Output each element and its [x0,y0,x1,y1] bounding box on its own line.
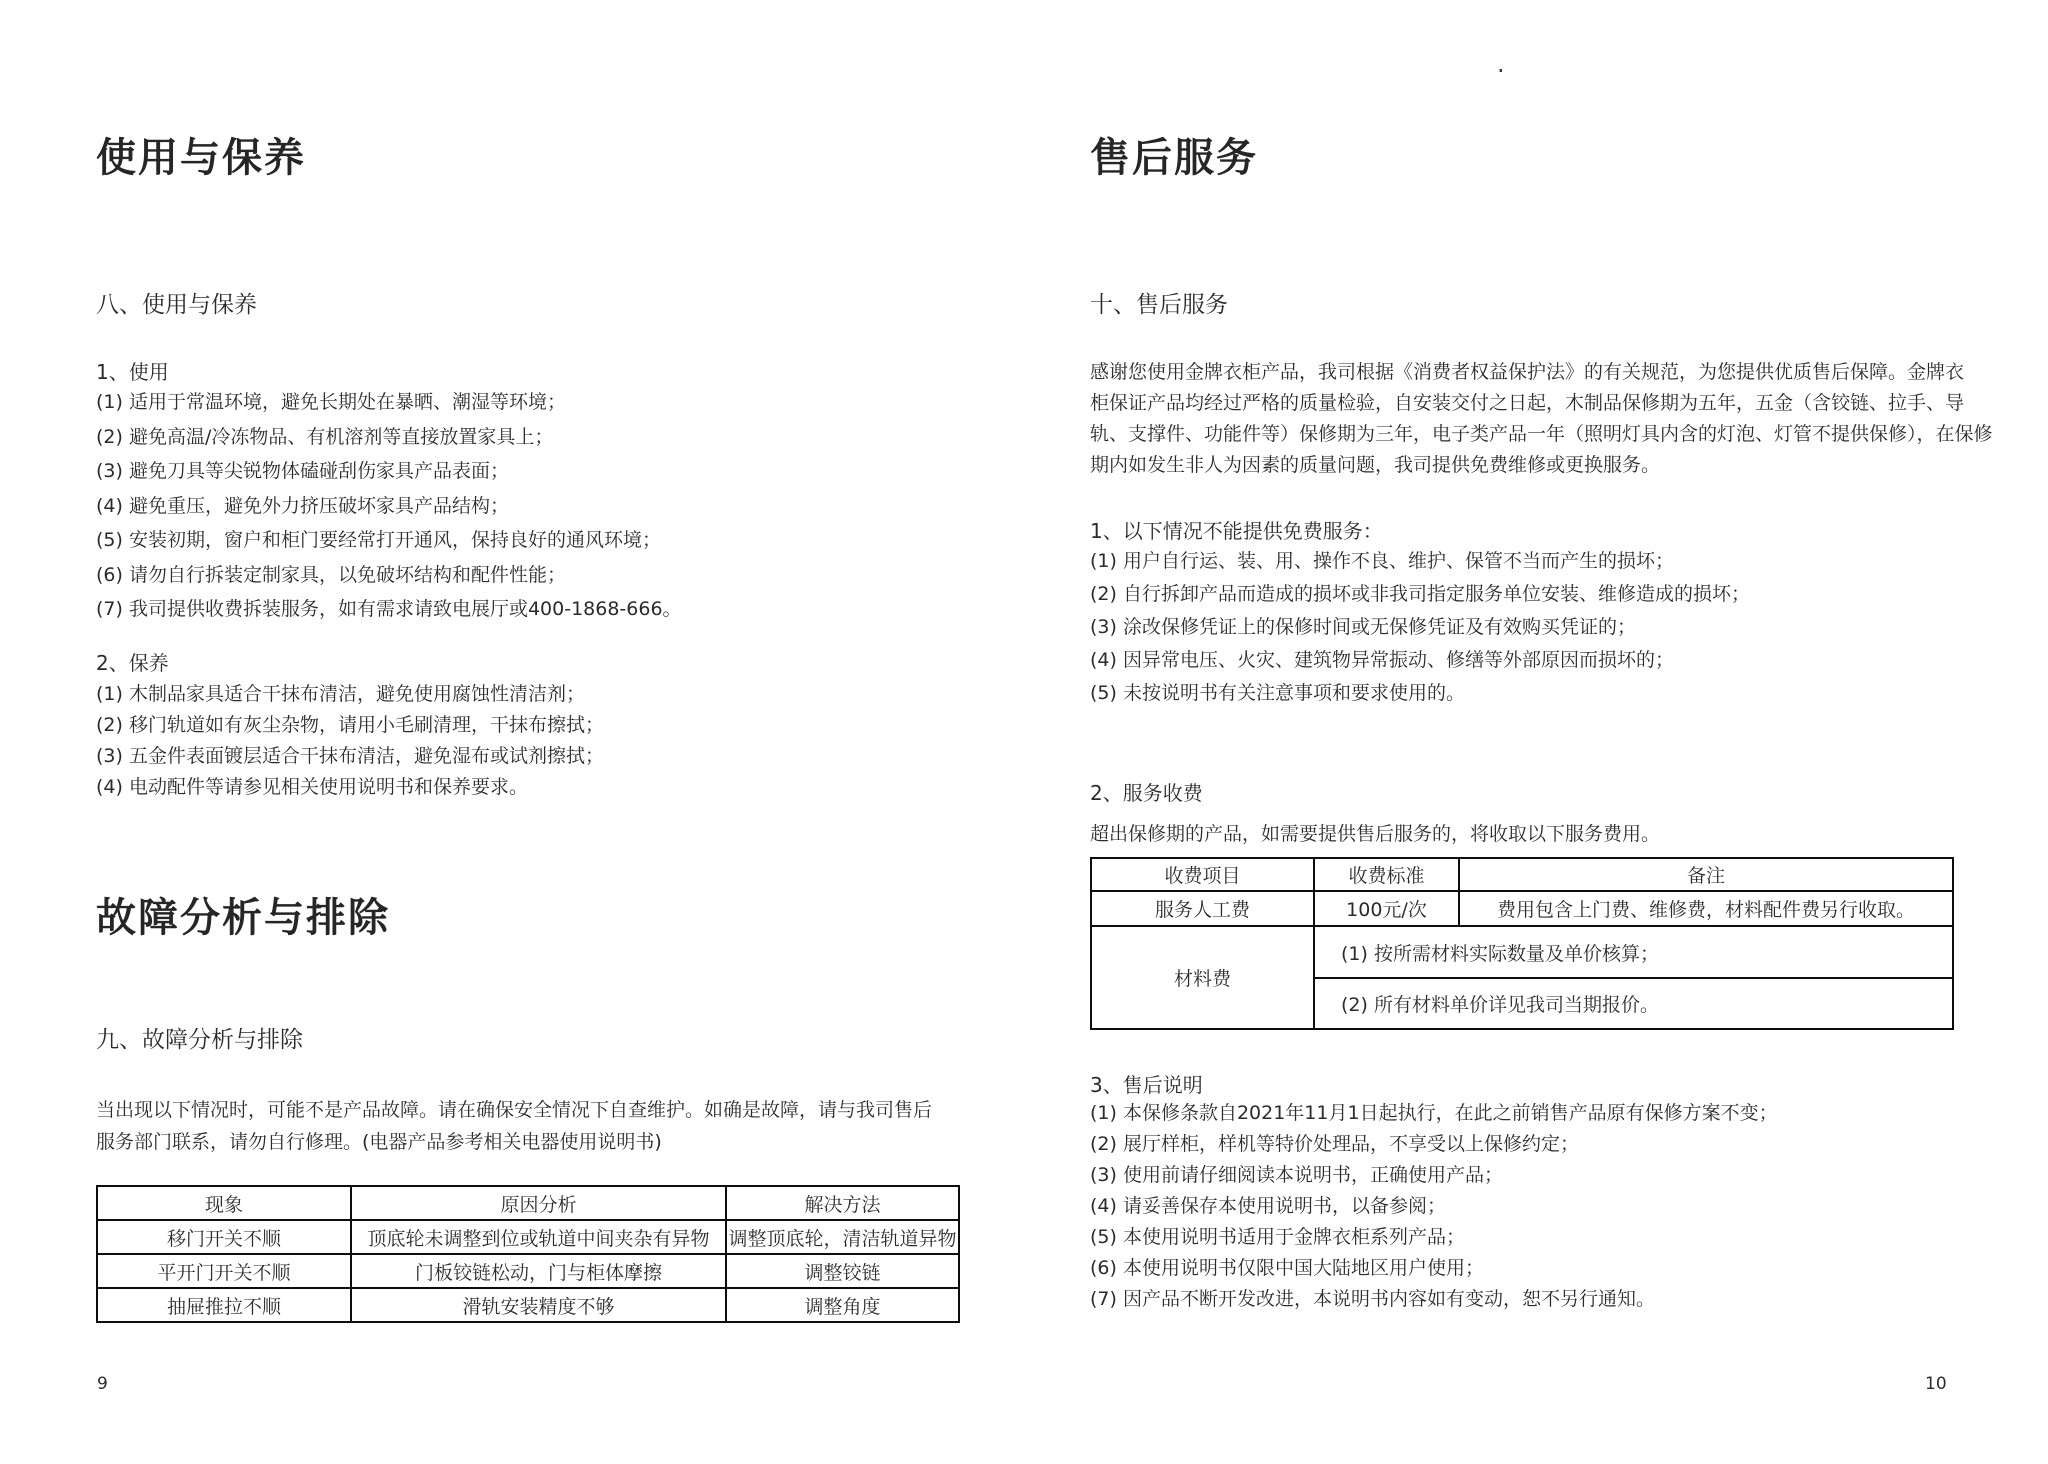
table-cell: 调整铰链 [726,1254,959,1288]
table-row [1091,891,1953,926]
table-cell: 门板铰链松动，门与柜体摩擦 [351,1254,726,1288]
stray-dot-mark: . [1497,50,1505,78]
table-row [1091,926,1953,978]
manual-page-left [96,0,958,1464]
list-item: (7) 因产品不断开发改进，本说明书内容如有变动，恕不另行通知。 [1090,1288,1655,1310]
column-header: 备注 [1459,858,1953,891]
paragraph-line: 超出保修期的产品，如需要提供售后服务的，将收取以下服务费用。 [1090,823,1661,845]
list-item: (7) 我司提供收费拆装服务，如有需求请致电展厅或400-1868-666。 [96,598,682,620]
list-item: (6) 本使用说明书仅限中国大陆地区用户使用； [1090,1257,1484,1279]
service-fee-note [1090,819,1952,850]
page-number-right: 10 [1925,1374,1947,1394]
list-item: (4) 请妥善保存本使用说明书，以备参阅； [1090,1195,1446,1217]
column-header: 收费项目 [1091,858,1314,891]
paragraph-line: 期内如发生非人为因素的质量问题，我司提供免费维修或更换服务。 [1090,454,1661,476]
table-cell: (1) 按所需材料实际数量及单价核算； [1314,926,1953,978]
list-item: (2) 移门轨道如有灰尘杂物，请用小毛刷清理，干抹布擦拭； [96,714,604,736]
list-item: (1) 本保修条款自2021年11月1日起执行，在此之前销售产品原有保修方案不变； [1090,1102,1778,1124]
page-number-left: 9 [97,1374,108,1394]
fault-table [96,1185,960,1323]
paragraph-line: 轨、支撑件、功能件等）保修期为三年，电子类产品一年（照明灯具内含的灯泡、灯管不提供保修），在保修 [1090,423,1993,445]
manual-page-right [1090,0,1993,1464]
subsection-after-sale-notes-title: 3、售后说明 [1090,1073,1203,1097]
table-cell: 100元/次 [1314,891,1459,926]
table-cell: 移门开关不顺 [97,1220,351,1254]
list-item: (3) 使用前请仔细阅读本说明书，正确使用产品； [1090,1164,1503,1186]
list-item: (5) 未按说明书有关注意事项和要求使用的。 [1090,682,1465,704]
list-item: (3) 五金件表面镀层适合干抹布清洁，避免湿布或试剂擦拭； [96,745,604,767]
section-heading-9: 九、故障分析与排除 [96,1027,303,1053]
paragraph-line: 服务部门联系，请勿自行修理。(电器产品参考相关电器使用说明书) [96,1131,662,1153]
table-cell: 滑轨安装精度不够 [351,1288,726,1322]
table-row [97,1254,959,1288]
section-heading-10: 十、售后服务 [1090,292,1228,318]
table-cell: (2) 所有材料单价详见我司当期报价。 [1314,978,1953,1029]
table-header-row [97,1186,959,1220]
table-cell: 平开门开关不顺 [97,1254,351,1288]
table-cell: 调整角度 [726,1288,959,1322]
table-cell: 服务人工费 [1091,891,1314,926]
list-item: (5) 本使用说明书适用于金牌衣柜系列产品； [1090,1226,1465,1248]
subsection-use-title: 1、使用 [96,360,169,384]
subsection-care-title: 2、保养 [96,651,169,675]
table-row [97,1288,959,1322]
page-title-use-care: 使用与保养 [96,135,306,181]
after-sales-intro-paragraph [1090,357,1993,481]
table-cell: 调整顶底轮，清洁轨道异物 [726,1220,959,1254]
table-header-row [1091,858,1953,891]
table-cell: 费用包含上门费、维修费，材料配件费另行收取。 [1459,891,1953,926]
list-item: (2) 自行拆卸产品而造成的损坏或非我司指定服务单位安装、维修造成的损坏； [1090,583,1750,605]
list-item: (1) 木制品家具适合干抹布清洁，避免使用腐蚀性清洁剂； [96,683,585,705]
subsection-no-free-service-title: 1、以下情况不能提供免费服务： [1090,519,1383,543]
care-item-list [96,679,958,803]
list-item: (1) 用户自行运、装、用、操作不良、维护、保管不当而产生的损坏； [1090,550,1674,572]
column-header: 原因分析 [351,1186,726,1220]
table-cell: 顶底轮未调整到位或轨道中间夹杂有异物 [351,1220,726,1254]
table-cell: 抽屉推拉不顺 [97,1288,351,1322]
page-title-after-sales: 售后服务 [1090,135,1258,181]
list-item: (2) 避免高温/冷冻物品、有机溶剂等直接放置家具上； [96,425,554,448]
fault-intro-paragraph [96,1094,958,1158]
paragraph-line: 当出现以下情况时，可能不是产品故障。请在确保安全情况下自查维护。如确是故障，请与我司售后 [96,1099,933,1121]
service-fee-table [1090,857,1954,1030]
no-free-service-list [1090,545,1952,710]
list-item: (1) 适用于常温环境，避免长期处在暴晒、潮湿等环境； [96,391,566,413]
list-item: (4) 电动配件等请参见相关使用说明书和保养要求。 [96,776,528,798]
paragraph-line: 感谢您使用金牌衣柜产品，我司根据《消费者权益保护法》的有关规范，为您提供优质售后保障。金牌衣 [1090,361,1965,383]
list-item: (5) 安装初期，窗户和柜门要经常打开通风，保持良好的通风环境； [96,529,661,551]
list-item: (2) 展厅样柜，样机等特价处理品，不享受以上保修约定； [1090,1133,1579,1155]
list-item: (3) 避免刀具等尖锐物体磕碰刮伤家具产品表面； [96,460,509,482]
list-item: (3) 涂改保修凭证上的保修时间或无保修凭证及有效购买凭证的； [1090,616,1636,638]
column-header: 解决方法 [726,1186,959,1220]
subsection-service-fee-title: 2、服务收费 [1090,781,1203,805]
list-item: (4) 避免重压，避免外力挤压破坏家具产品结构； [96,494,509,517]
after-sale-notes-list [1090,1098,1952,1315]
use-item-list [96,385,958,627]
paragraph-line: 柜保证产品均经过严格的质量检验，自安装交付之日起，木制品保修期为五年，五金（含铰链、拉手、导 [1090,392,1965,414]
table-cell: 材料费 [1091,926,1314,1029]
column-header: 收费标准 [1314,858,1459,891]
table-row [97,1220,959,1254]
page-title-fault: 故障分析与排除 [96,895,390,941]
list-item: (4) 因异常电压、火灾、建筑物异常振动、修缮等外部原因而损坏的； [1090,649,1674,671]
section-heading-8: 八、使用与保养 [96,292,257,318]
list-item: (6) 请勿自行拆装定制家具，以免破坏结构和配件性能； [96,563,566,586]
column-header: 现象 [97,1186,351,1220]
